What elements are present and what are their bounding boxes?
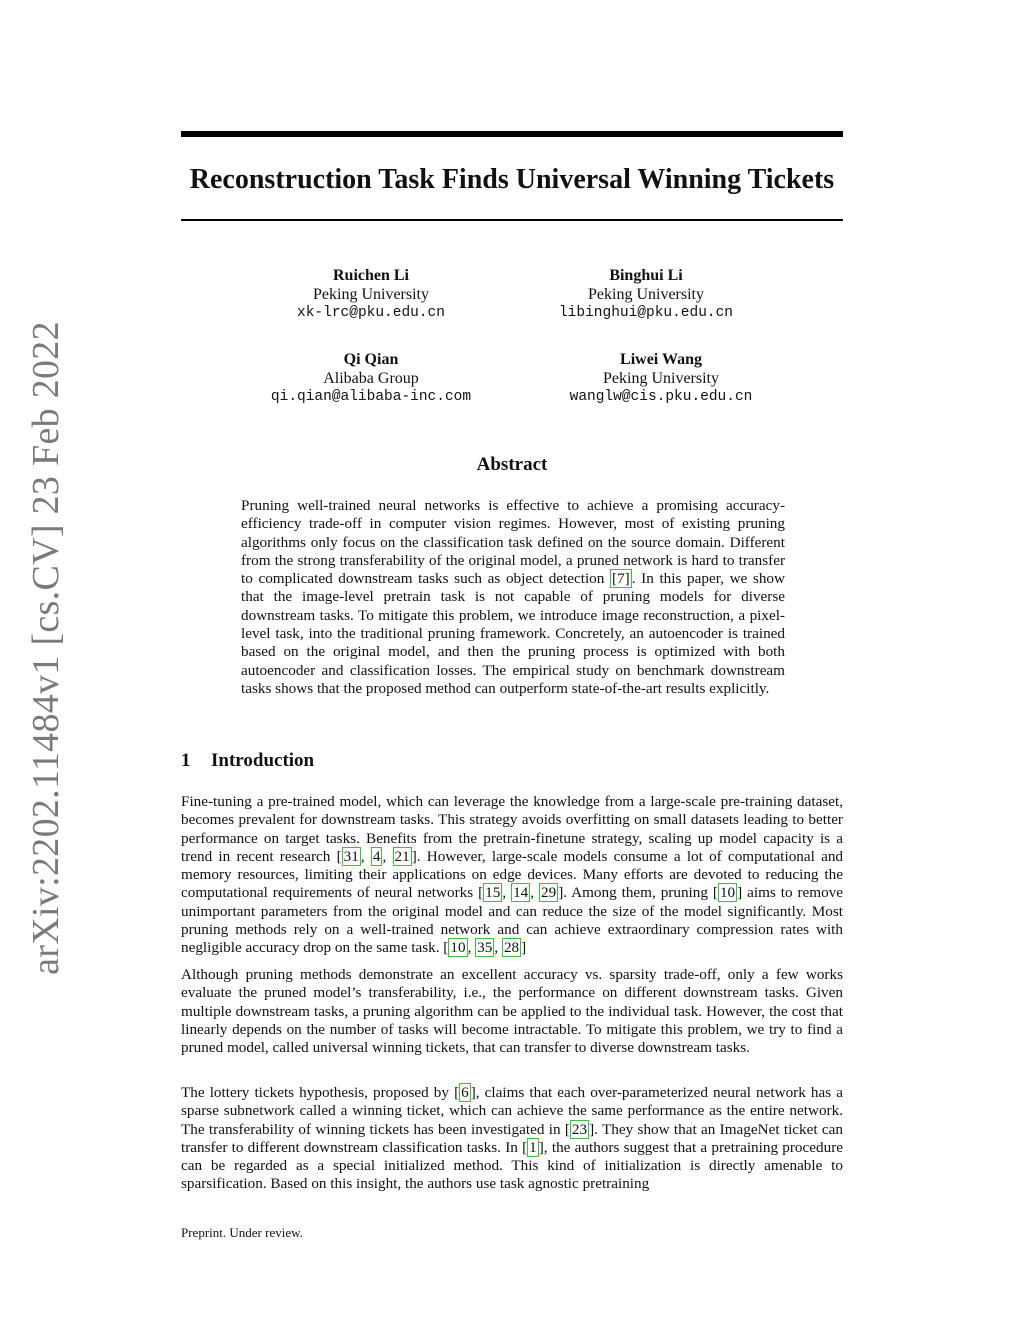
author-name: Qi Qian bbox=[343, 351, 399, 368]
citation-link[interactable]: 10 bbox=[450, 939, 466, 957]
title-bottom-rule bbox=[181, 219, 843, 221]
paragraph-text: ] aims to remove unimportant parameters from the original model and can reduce the size of the model significantly. Most pruning methods rely on a well-trained network and can achieve extraordinary compression rates with negligible accuracy drop on the same task. [ bbox=[181, 884, 844, 957]
author-email[interactable]: xk-lrc@pku.edu.cn bbox=[297, 305, 445, 321]
paragraph-text: ]. Among them, pruning [ bbox=[558, 884, 718, 902]
author-affiliation: Peking University bbox=[603, 369, 719, 387]
author-name: Ruichen Li bbox=[332, 267, 409, 284]
author-name: Liwei Wang bbox=[620, 351, 702, 368]
paragraph-text: ]. However, large-scale models consume a lot of computational and memory resources, limiting their applications on edge devices. Many efforts are devoted to reducing the computational requirements of neural networks [ bbox=[181, 847, 844, 902]
author-affiliation: Alibaba Group bbox=[323, 369, 419, 387]
abstract-heading: Abstract bbox=[476, 454, 548, 475]
author-block bbox=[221, 267, 521, 323]
abstract-text bbox=[241, 497, 785, 698]
section-heading bbox=[181, 750, 314, 772]
paragraph-text: ], the authors suggest that a pretraining procedure can be regarded as a special initialized method. This kind of initialization is directly amenable to sparsification. Based on this insight, the authors use task agnostic pretraining bbox=[181, 1138, 843, 1193]
citation-link[interactable]: 10 bbox=[719, 884, 736, 902]
paragraph-text: Fine-tuning a pre-trained model, which can leverage the knowledge from a large-scale pre-training dataset, becomes prevalent for downstream tasks. This strategy avoids overfitting on small datasets leading to better performance on target tasks. Benefits from the pretrain-finetune strategy, scaling up model capacity is a trend in recent research [ bbox=[181, 793, 843, 865]
citation-link[interactable]: [7] bbox=[612, 570, 630, 588]
paragraph-text: ] bbox=[521, 939, 527, 957]
citation-link[interactable]: 4 bbox=[372, 847, 381, 865]
citation-link[interactable]: 31 bbox=[343, 847, 359, 865]
paragraph: Fine-tuning a pre-trained model, which can leverage the knowledge from a large-scale pre-training dataset, becomes prevalent for downstream tasks. This strategy avoids overfitting on small datasets leading to better performance on target tasks. Benefits from the pretrain-finetune strategy, scaling up model capacity is a trend in recent research [ 31 , 4 , 21 ]. However, large-scale models consume a lot of computational and memory resources, limiting their applications on edge devices. Many efforts are devoted to reducing the computational requirements of neural networks [ 15 , 14 , 29 ]. Among them, pruning [ 10 ] aims to remove unimportant parameters from the original model and can reduce the size of the model significantly. Most pruning methods rely on a well-trained network and can achieve extraordinary compression rates with negligible accuracy drop on the same task. [ 10 , 35 , 28 ] bbox=[181, 793, 844, 957]
author-email[interactable]: qi.qian@alibaba-inc.com bbox=[270, 389, 472, 405]
author-affiliation: Peking University bbox=[588, 285, 704, 303]
section-number: 1 bbox=[181, 750, 191, 771]
footer-note: Preprint. Under review. bbox=[181, 1225, 303, 1240]
section-title: Introduction bbox=[211, 750, 315, 771]
title-top-rule bbox=[181, 131, 843, 137]
arxiv-identifier: arXiv:2202.11484v1 [cs.CV] 23 Feb 2022 bbox=[25, 321, 67, 975]
author-email[interactable]: wanglw@cis.pku.edu.cn bbox=[569, 389, 753, 405]
paragraph: Although pruning methods demonstrate an excellent accuracy vs. sparsity trade-off, only a few works evaluate the pruned model’s transferability, i.e., the performance on different downstream tasks. Given multiple downstream tasks, a pruning algorithm can be applied to the individual task. However, the cost that linearly depends on the number of tasks will become intractable. To mitigate this problem, we try to find a pruned model, called universal winning tickets, that can transfer to diverse downstream tasks. bbox=[181, 966, 843, 1057]
citation-link[interactable]: 21 bbox=[394, 847, 410, 865]
citation-link[interactable]: 35 bbox=[477, 939, 493, 957]
citation-link[interactable]: 6 bbox=[461, 1084, 469, 1101]
abstract-text-part: Pruning well-trained neural networks is effective to achieve a promising accuracy-efficiency trade-off in computer vision regimes. However, most of existing pruning algorithms only focus on the classification task defined on the source domain. Different from the strong transferability of the original model, a pruned network is hard to transfer to complicated downstream tasks such as object detection bbox=[241, 497, 785, 588]
citation-link[interactable]: 23 bbox=[571, 1120, 588, 1138]
author-email[interactable]: libinghui@pku.edu.cn bbox=[558, 305, 734, 321]
citation-link[interactable]: 28 bbox=[503, 939, 520, 957]
paper-title: Reconstruction Task Finds Universal Winning Tickets bbox=[189, 164, 835, 195]
paragraph-text: ], claims that each over-parameterized neural network has a sparse subnetwork called a winning ticket, which can achieve the same performance as the entire network. The transferability of winning tickets has been investigated in [ bbox=[181, 1084, 843, 1138]
citation-link[interactable]: 14 bbox=[513, 884, 529, 902]
citation-link[interactable]: 1 bbox=[529, 1138, 537, 1156]
author-block bbox=[511, 351, 811, 407]
paragraph bbox=[181, 1084, 843, 1194]
author-name: Binghui Li bbox=[609, 267, 683, 284]
paragraph-text: The lottery tickets hypothesis, proposed by [ bbox=[181, 1084, 460, 1101]
abstract-text-part: . In this paper, we show that the image-level pretrain task is not capable of pruning models for diverse downstream tasks. To mitigate this problem, we introduce image reconstruction, a pixel-level task, into the traditional pruning framework. Concretely, an autoencoder is trained based on the original model, and then the pruning process is optimized with both autoencoder and classification losses. The empirical study on benchmark downstream tasks shows that the proposed method can outperform state-of-the-art results explicitly. bbox=[241, 570, 785, 697]
author-block bbox=[496, 267, 796, 323]
citation-link[interactable]: 15 bbox=[485, 884, 501, 902]
paragraph-text: ]. They show that an ImageNet ticket can transfer to different downstream classification tasks. In [ bbox=[181, 1120, 843, 1156]
author-block bbox=[221, 351, 521, 407]
author-affiliation: Peking University bbox=[313, 285, 429, 303]
citation-link[interactable]: 29 bbox=[541, 884, 557, 902]
